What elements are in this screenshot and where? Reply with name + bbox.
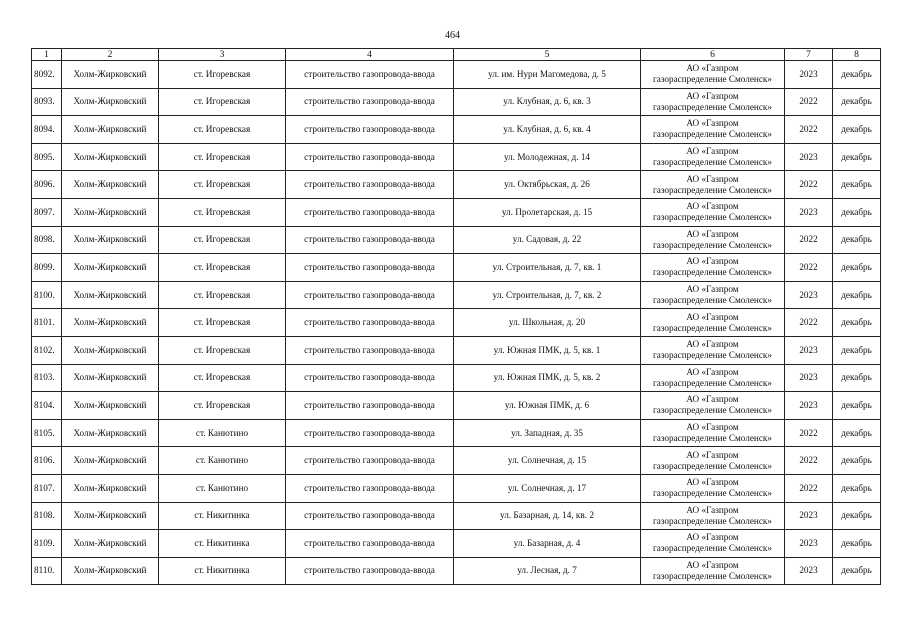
- work-type-cell: строительство газопровода-ввода: [286, 447, 454, 475]
- year-cell: 2022: [785, 116, 833, 144]
- district-cell: Холм-Жирковский: [62, 281, 159, 309]
- row-number-cell: 8092.: [32, 61, 62, 89]
- organization-line-2: газораспределение Смоленск»: [653, 377, 772, 388]
- row-number-cell: 8101.: [32, 309, 62, 337]
- row-number-cell: 8095.: [32, 143, 62, 171]
- year-cell: 2023: [785, 143, 833, 171]
- year-cell: 2022: [785, 419, 833, 447]
- work-type-cell: строительство газопровода-ввода: [286, 392, 454, 420]
- month-cell: декабрь: [833, 281, 881, 309]
- table-row: [32, 309, 881, 337]
- month-cell: декабрь: [833, 557, 881, 585]
- organization-cell: [641, 143, 785, 171]
- organization-cell: [641, 474, 785, 502]
- settlement-cell: ст. Канютино: [159, 447, 286, 475]
- district-cell: Холм-Жирковский: [62, 502, 159, 530]
- organization-line-2: газораспределение Смоленск»: [653, 129, 772, 140]
- address-cell: ул. им. Нури Магомедова, д. 5: [454, 61, 641, 89]
- organization-line-1: АО «Газпром: [686, 118, 739, 129]
- row-number-cell: 8093.: [32, 88, 62, 116]
- gas-pipeline-table: [31, 48, 881, 585]
- organization-line-1: АО «Газпром: [686, 477, 739, 488]
- row-number-cell: 8109.: [32, 530, 62, 558]
- organization-line-2: газораспределение Смоленск»: [653, 433, 772, 444]
- organization-line-1: АО «Газпром: [686, 394, 739, 405]
- year-cell: 2023: [785, 557, 833, 585]
- organization-line-2: газораспределение Смоленск»: [653, 101, 772, 112]
- row-number-cell: 8096.: [32, 171, 62, 199]
- organization-line-2: газораспределение Смоленск»: [653, 488, 772, 499]
- table-header: [32, 49, 881, 61]
- month-cell: декабрь: [833, 198, 881, 226]
- district-cell: Холм-Жирковский: [62, 474, 159, 502]
- address-cell: ул. Строительная, д. 7, кв. 2: [454, 281, 641, 309]
- row-number-cell: 8100.: [32, 281, 62, 309]
- district-cell: Холм-Жирковский: [62, 171, 159, 199]
- address-cell: ул. Солнечная, д. 17: [454, 474, 641, 502]
- work-type-cell: строительство газопровода-ввода: [286, 502, 454, 530]
- organization-line-2: газораспределение Смоленск»: [653, 157, 772, 168]
- header-cell-5: 5: [454, 49, 641, 61]
- page-number: 464: [445, 30, 460, 41]
- header-cell-2: 2: [62, 49, 159, 61]
- organization-line-2: газораспределение Смоленск»: [653, 212, 772, 223]
- organization-line-2: газораспределение Смоленск»: [653, 350, 772, 361]
- district-cell: Холм-Жирковский: [62, 88, 159, 116]
- month-cell: декабрь: [833, 447, 881, 475]
- organization-cell: [641, 88, 785, 116]
- organization-cell: [641, 447, 785, 475]
- district-cell: Холм-Жирковский: [62, 419, 159, 447]
- organization-line-1: АО «Газпром: [686, 173, 739, 184]
- month-cell: декабрь: [833, 61, 881, 89]
- settlement-cell: ст. Никитинка: [159, 502, 286, 530]
- district-cell: Холм-Жирковский: [62, 309, 159, 337]
- district-cell: Холм-Жирковский: [62, 226, 159, 254]
- table-row: [32, 557, 881, 585]
- year-cell: 2023: [785, 502, 833, 530]
- address-cell: ул. Строительная, д. 7, кв. 1: [454, 254, 641, 282]
- settlement-cell: ст. Канютино: [159, 419, 286, 447]
- organization-cell: [641, 226, 785, 254]
- month-cell: декабрь: [833, 336, 881, 364]
- organization-line-1: АО «Газпром: [686, 422, 739, 433]
- work-type-cell: строительство газопровода-ввода: [286, 309, 454, 337]
- settlement-cell: ст. Игоревская: [159, 61, 286, 89]
- address-cell: ул. Солнечная, д. 15: [454, 447, 641, 475]
- district-cell: Холм-Жирковский: [62, 364, 159, 392]
- settlement-cell: ст. Канютино: [159, 474, 286, 502]
- work-type-cell: строительство газопровода-ввода: [286, 419, 454, 447]
- district-cell: Холм-Жирковский: [62, 116, 159, 144]
- year-cell: 2022: [785, 309, 833, 337]
- address-cell: ул. Клубная, д. 6, кв. 3: [454, 88, 641, 116]
- organization-line-2: газораспределение Смоленск»: [653, 570, 772, 581]
- table-row: [32, 474, 881, 502]
- table-row: [32, 336, 881, 364]
- settlement-cell: ст. Никитинка: [159, 557, 286, 585]
- address-cell: ул. Базарная, д. 4: [454, 530, 641, 558]
- organization-cell: [641, 281, 785, 309]
- row-number-cell: 8110.: [32, 557, 62, 585]
- work-type-cell: строительство газопровода-ввода: [286, 171, 454, 199]
- row-number-cell: 8107.: [32, 474, 62, 502]
- organization-line-1: АО «Газпром: [686, 90, 739, 101]
- month-cell: декабрь: [833, 309, 881, 337]
- organization-line-2: газораспределение Смоленск»: [653, 295, 772, 306]
- table-row: [32, 61, 881, 89]
- year-cell: 2023: [785, 198, 833, 226]
- work-type-cell: строительство газопровода-ввода: [286, 88, 454, 116]
- month-cell: декабрь: [833, 530, 881, 558]
- year-cell: 2023: [785, 281, 833, 309]
- month-cell: декабрь: [833, 364, 881, 392]
- table-row: [32, 392, 881, 420]
- header-row: [32, 49, 881, 61]
- year-cell: 2023: [785, 530, 833, 558]
- organization-line-1: АО «Газпром: [686, 201, 739, 212]
- organization-line-1: АО «Газпром: [686, 284, 739, 295]
- organization-cell: [641, 171, 785, 199]
- table-row: [32, 419, 881, 447]
- row-number-cell: 8106.: [32, 447, 62, 475]
- organization-line-1: АО «Газпром: [686, 146, 739, 157]
- table-row: [32, 88, 881, 116]
- year-cell: 2022: [785, 171, 833, 199]
- work-type-cell: строительство газопровода-ввода: [286, 530, 454, 558]
- district-cell: Холм-Жирковский: [62, 198, 159, 226]
- year-cell: 2022: [785, 88, 833, 116]
- settlement-cell: ст. Игоревская: [159, 116, 286, 144]
- organization-cell: [641, 364, 785, 392]
- organization-cell: [641, 336, 785, 364]
- organization-cell: [641, 557, 785, 585]
- work-type-cell: строительство газопровода-ввода: [286, 116, 454, 144]
- organization-line-2: газораспределение Смоленск»: [653, 267, 772, 278]
- table-row: [32, 364, 881, 392]
- header-cell-7: 7: [785, 49, 833, 61]
- address-cell: ул. Южная ПМК, д. 6: [454, 392, 641, 420]
- settlement-cell: ст. Игоревская: [159, 392, 286, 420]
- month-cell: декабрь: [833, 226, 881, 254]
- settlement-cell: ст. Игоревская: [159, 226, 286, 254]
- table-row: [32, 502, 881, 530]
- settlement-cell: ст. Игоревская: [159, 254, 286, 282]
- organization-line-2: газораспределение Смоленск»: [653, 184, 772, 195]
- work-type-cell: строительство газопровода-ввода: [286, 226, 454, 254]
- month-cell: декабрь: [833, 143, 881, 171]
- month-cell: декабрь: [833, 392, 881, 420]
- organization-line-1: АО «Газпром: [686, 63, 739, 74]
- month-cell: декабрь: [833, 419, 881, 447]
- row-number-cell: 8098.: [32, 226, 62, 254]
- organization-line-2: газораспределение Смоленск»: [653, 543, 772, 554]
- organization-line-2: газораспределение Смоленск»: [653, 74, 772, 85]
- table-row: [32, 198, 881, 226]
- settlement-cell: ст. Игоревская: [159, 88, 286, 116]
- year-cell: 2023: [785, 364, 833, 392]
- address-cell: ул. Западная, д. 35: [454, 419, 641, 447]
- month-cell: декабрь: [833, 254, 881, 282]
- row-number-cell: 8104.: [32, 392, 62, 420]
- settlement-cell: ст. Игоревская: [159, 336, 286, 364]
- year-cell: 2022: [785, 226, 833, 254]
- month-cell: декабрь: [833, 116, 881, 144]
- address-cell: ул. Октябрьская, д. 26: [454, 171, 641, 199]
- organization-line-2: газораспределение Смоленск»: [653, 322, 772, 333]
- work-type-cell: строительство газопровода-ввода: [286, 557, 454, 585]
- district-cell: Холм-Жирковский: [62, 447, 159, 475]
- organization-line-2: газораспределение Смоленск»: [653, 515, 772, 526]
- header-cell-3: 3: [159, 49, 286, 61]
- address-cell: ул. Базарная, д. 14, кв. 2: [454, 502, 641, 530]
- address-cell: ул. Садовая, д. 22: [454, 226, 641, 254]
- organization-line-2: газораспределение Смоленск»: [653, 239, 772, 250]
- work-type-cell: строительство газопровода-ввода: [286, 254, 454, 282]
- work-type-cell: строительство газопровода-ввода: [286, 143, 454, 171]
- organization-line-1: АО «Газпром: [686, 532, 739, 543]
- work-type-cell: строительство газопровода-ввода: [286, 336, 454, 364]
- settlement-cell: ст. Игоревская: [159, 281, 286, 309]
- year-cell: 2023: [785, 336, 833, 364]
- organization-cell: [641, 419, 785, 447]
- address-cell: ул. Лесная, д. 7: [454, 557, 641, 585]
- address-cell: ул. Молодежная, д. 14: [454, 143, 641, 171]
- address-cell: ул. Клубная, д. 6, кв. 4: [454, 116, 641, 144]
- header-cell-4: 4: [286, 49, 454, 61]
- row-number-cell: 8108.: [32, 502, 62, 530]
- table-body: [32, 61, 881, 585]
- organization-line-1: АО «Газпром: [686, 228, 739, 239]
- header-cell-6: 6: [641, 49, 785, 61]
- table-row: [32, 281, 881, 309]
- district-cell: Холм-Жирковский: [62, 143, 159, 171]
- organization-line-1: АО «Газпром: [686, 256, 739, 267]
- table-row: [32, 171, 881, 199]
- organization-line-1: АО «Газпром: [686, 449, 739, 460]
- table-row: [32, 226, 881, 254]
- organization-line-2: газораспределение Смоленск»: [653, 405, 772, 416]
- organization-line-1: АО «Газпром: [686, 311, 739, 322]
- work-type-cell: строительство газопровода-ввода: [286, 281, 454, 309]
- month-cell: декабрь: [833, 171, 881, 199]
- year-cell: 2023: [785, 61, 833, 89]
- organization-line-1: АО «Газпром: [686, 504, 739, 515]
- organization-line-1: АО «Газпром: [686, 339, 739, 350]
- settlement-cell: ст. Игоревская: [159, 309, 286, 337]
- header-cell-1: 1: [32, 49, 62, 61]
- row-number-cell: 8103.: [32, 364, 62, 392]
- organization-cell: [641, 392, 785, 420]
- year-cell: 2022: [785, 447, 833, 475]
- address-cell: ул. Южная ПМК, д. 5, кв. 1: [454, 336, 641, 364]
- table-row: [32, 447, 881, 475]
- address-cell: ул. Школьная, д. 20: [454, 309, 641, 337]
- table-row: [32, 116, 881, 144]
- organization-line-1: АО «Газпром: [686, 366, 739, 377]
- organization-cell: [641, 254, 785, 282]
- organization-cell: [641, 530, 785, 558]
- organization-cell: [641, 502, 785, 530]
- district-cell: Холм-Жирковский: [62, 557, 159, 585]
- district-cell: Холм-Жирковский: [62, 336, 159, 364]
- settlement-cell: ст. Игоревская: [159, 364, 286, 392]
- table-row: [32, 530, 881, 558]
- row-number-cell: 8099.: [32, 254, 62, 282]
- organization-line-2: газораспределение Смоленск»: [653, 460, 772, 471]
- row-number-cell: 8094.: [32, 116, 62, 144]
- month-cell: декабрь: [833, 502, 881, 530]
- address-cell: ул. Южная ПМК, д. 5, кв. 2: [454, 364, 641, 392]
- month-cell: декабрь: [833, 88, 881, 116]
- work-type-cell: строительство газопровода-ввода: [286, 364, 454, 392]
- row-number-cell: 8105.: [32, 419, 62, 447]
- year-cell: 2023: [785, 392, 833, 420]
- settlement-cell: ст. Игоревская: [159, 143, 286, 171]
- district-cell: Холм-Жирковский: [62, 392, 159, 420]
- district-cell: Холм-Жирковский: [62, 61, 159, 89]
- settlement-cell: ст. Никитинка: [159, 530, 286, 558]
- organization-line-1: АО «Газпром: [686, 559, 739, 570]
- row-number-cell: 8102.: [32, 336, 62, 364]
- work-type-cell: строительство газопровода-ввода: [286, 474, 454, 502]
- year-cell: 2022: [785, 254, 833, 282]
- work-type-cell: строительство газопровода-ввода: [286, 198, 454, 226]
- table-row: [32, 254, 881, 282]
- organization-cell: [641, 198, 785, 226]
- address-cell: ул. Пролетарская, д. 15: [454, 198, 641, 226]
- month-cell: декабрь: [833, 474, 881, 502]
- year-cell: 2022: [785, 474, 833, 502]
- organization-cell: [641, 309, 785, 337]
- settlement-cell: ст. Игоревская: [159, 171, 286, 199]
- work-type-cell: строительство газопровода-ввода: [286, 61, 454, 89]
- organization-cell: [641, 61, 785, 89]
- district-cell: Холм-Жирковский: [62, 254, 159, 282]
- row-number-cell: 8097.: [32, 198, 62, 226]
- table-row: [32, 143, 881, 171]
- header-cell-8: 8: [833, 49, 881, 61]
- district-cell: Холм-Жирковский: [62, 530, 159, 558]
- organization-cell: [641, 116, 785, 144]
- settlement-cell: ст. Игоревская: [159, 198, 286, 226]
